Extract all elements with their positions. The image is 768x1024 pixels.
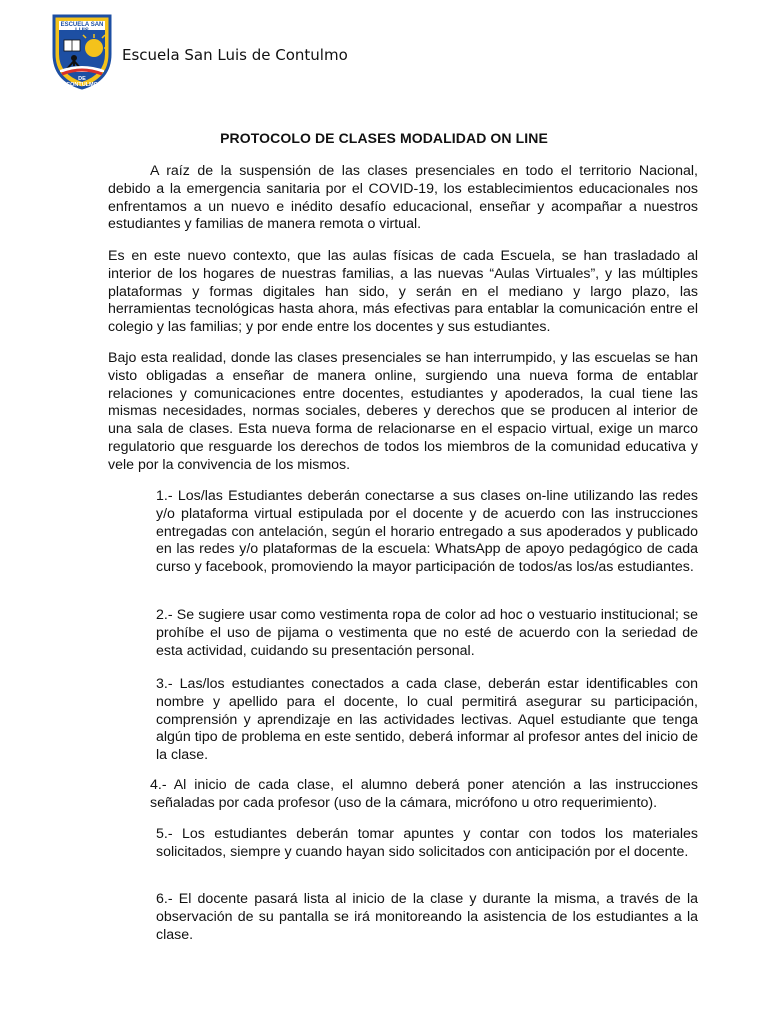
protocol-item-2: 2.- Se sugiere usar como vestimenta ropa de color ad hoc o vestuario institucional; se prohíbe el uso de pijama o vestimenta que no esté de acuerdo con la seriedad de esta actividad, cuidando su presentación personal. (156, 607, 698, 659)
protocol-item-1: 1.- Los/las Estudiantes deberán conectarse a sus clases on-line utilizando las redes y/o plataforma virtual estipulada por el docente y de acuerdo con las instrucciones entregadas con antelación, según el horario entregado a sus apoderados y publicado en las redes y/o plataformas de la escuela: WhatsApp de apoyo pedagógico de cada curso y facebook, promoviendo la mayor participación de todos/as los/as estudiantes. (156, 488, 698, 576)
paragraph-reality: Bajo esta realidad, donde las clases presenciales se han interrumpido, y las escuelas se han visto obligadas a enseñar de manera online, surgiendo una nueva forma de entablar relaciones y comunicaciones entre docentes, estudiantes y apoderados, la cual tiene las mismas necesidades, normas sociales, deberes y derechos que se producen al interior de una sala de clases. Esta nueva forma de relacionarse en el espacio virtual, exige un marco regulatorio que resguarde los derechos de todos los miembros de la comunidad educativa y vele por la convivencia de los mismos. (108, 350, 698, 473)
protocol-item-5: 5.- Los estudiantes deberán tomar apuntes y contar con todos los materiales solicitados, siempre y cuando hayan sido solicitados con anticipación por el docente. (156, 826, 698, 860)
paragraph-context: Es en este nuevo contexto, que las aulas físicas de cada Escuela, se han trasladado al interior de los hogares de nuestras familias, a las nuevas “Aulas Virtuales”, y las múltiples plataformas y formas digitales han sido, y serán en el mediano y largo plazo, las herramientas tecnológicas hasta ahora, más efectivas para entablar la comunicación entre el colegio y las familias; y por ende entre los docentes y sus estudiantes. (108, 248, 698, 336)
paragraph-intro: A raíz de la suspensión de las clases presenciales en todo el territorio Nacional, debido a la emergencia sanitaria por el COVID-19, los establecimientos educacionales nos enfrentamos a un nuevo e inédito desafío educacional, enseñar y acompañar a nuestros estudiantes y familias de manera remota o virtual. (108, 163, 698, 233)
document-title: PROTOCOLO DE CLASES MODALIDAD ON LINE (220, 130, 548, 146)
page-header (50, 14, 730, 90)
protocol-item-4: 4.- Al inicio de cada clase, el alumno deberá poner atención a las instrucciones señaladas por cada profesor (uso de la cámara, micrófono u otro requerimiento). (150, 777, 698, 811)
logo-top-text: ESCUELA SAN LUIS (60, 22, 104, 34)
logo-bottom-text: DE CONTULMO (66, 76, 98, 88)
protocol-item-6: 6.- El docente pasará lista al inicio de la clase y durante la misma, a través de la observación de su pantalla se irá monitoreando la asistencia de los estudiantes a la clase. (156, 891, 698, 943)
school-name: Escuela San Luis de Contulmo (122, 46, 348, 64)
protocol-item-3: 3.- Las/los estudiantes conectados a cada clase, deberán estar identificables con nombre y apellido para el docente, lo cual permitirá asegurar su participación, comprensión y aprendizaje en las actividades lectivas. Aquel estudiante que tenga algún tipo de problema en este sentido, deberá informar al profesor antes del inicio de la clase. (156, 676, 698, 764)
